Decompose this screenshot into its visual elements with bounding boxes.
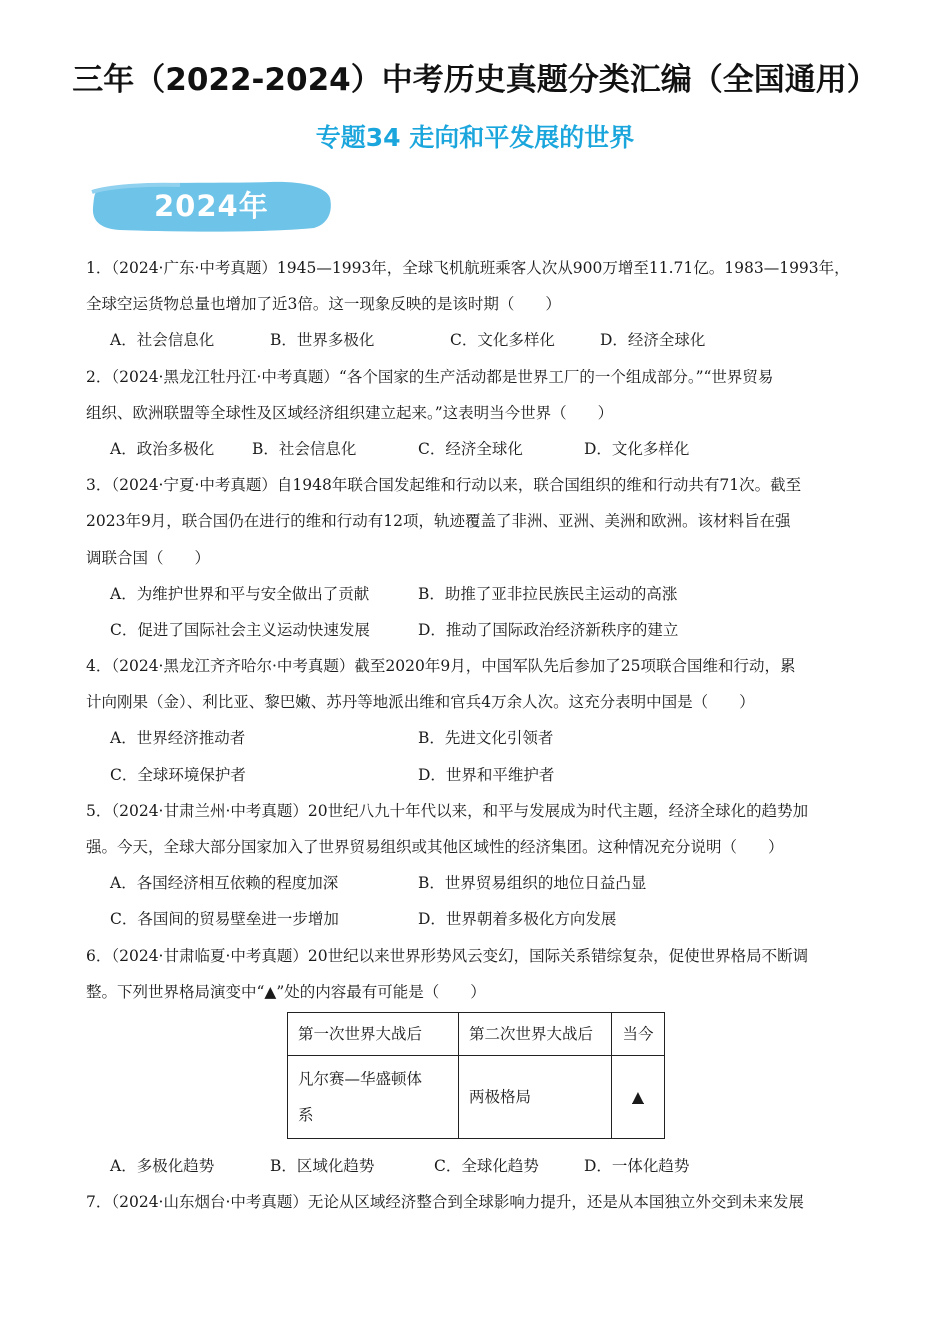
option-c[interactable]: C．全球化趋势 <box>434 1156 539 1175</box>
option-group <box>86 865 866 901</box>
table-header-cell: 第一次世界大战后 <box>288 1012 459 1055</box>
question-1 <box>86 250 866 359</box>
table-header-row <box>288 1012 665 1055</box>
option-a[interactable]: A．多极化趋势 <box>110 1156 215 1175</box>
option-b[interactable]: B．区域化趋势 <box>270 1156 375 1175</box>
question-text-line: 4．（2024·黑龙江齐齐哈尔·中考真题）截至2020年9月，中国军队先后参加了25项联合国维和行动，累 <box>86 657 796 676</box>
world-pattern-table <box>287 1012 665 1139</box>
page-title: 三年（2022-2024）中考历史真题分类汇编（全国通用） <box>72 62 878 98</box>
table-header-cell: 当今 <box>612 1012 665 1055</box>
table-container <box>86 1010 866 1148</box>
option-group <box>86 431 866 467</box>
option-a[interactable]: A．世界经济推动者 <box>110 729 246 748</box>
question-text-line: 强。今天，全球大部分国家加入了世界贸易组织或其他区域性的经济集团。这种情况充分说明（ ） <box>86 838 784 856</box>
option-b[interactable]: B．世界多极化 <box>270 331 375 350</box>
table-cell-line: 系 <box>298 1105 314 1124</box>
option-group <box>86 1148 866 1184</box>
question-text-line: 整。下列世界格局演变中“▲”处的内容最有可能是（ ） <box>86 982 486 1001</box>
table-row <box>288 1055 665 1138</box>
option-c[interactable]: C．促进了国际社会主义运动快速发展 <box>110 620 370 639</box>
question-6 <box>86 938 866 1185</box>
option-b[interactable]: B．世界贸易组织的地位日益凸显 <box>418 874 647 893</box>
question-5 <box>86 793 866 938</box>
option-b[interactable]: B．助推了亚非拉民族民主运动的高涨 <box>418 584 678 603</box>
question-list <box>86 250 866 1220</box>
table-cell <box>612 1055 665 1138</box>
year-badge-label: 2024年 <box>154 189 269 223</box>
question-4 <box>86 648 866 793</box>
option-group <box>86 720 866 756</box>
question-7 <box>86 1184 866 1220</box>
question-text-line: 2023年9月，联合国仍在进行的维和行动有12项，轨迹覆盖了非洲、亚洲、美洲和欧洲。该材料旨在强 <box>86 512 791 531</box>
option-d[interactable]: D．推动了国际政治经济新秩序的建立 <box>418 620 679 639</box>
question-text-line: 2．（2024·黑龙江牡丹江·中考真题）“各个国家的生产活动都是世界工厂的一个组成部分。”“世界贸易 <box>86 367 774 386</box>
option-d[interactable]: D．世界朝着多极化方向发展 <box>418 910 617 929</box>
question-text-line: 6．（2024·甘肃临夏·中考真题）20世纪以来世界形势风云变幻，国际关系错综复杂，促使世界格局不断调 <box>86 946 809 965</box>
option-d[interactable]: D．世界和平维护者 <box>418 765 555 784</box>
question-text-line: 调联合国（ ） <box>86 548 211 567</box>
question-text-line: 5．（2024·甘肃兰州·中考真题）20世纪八九十年代以来，和平与发展成为时代主题，经济全球化的趋势加 <box>86 801 809 820</box>
option-group <box>86 322 866 358</box>
question-text-line: 7．（2024·山东烟台·中考真题）无论从区域经济整合到全球影响力提升，还是从本国独立外交到未来发展 <box>86 1193 804 1212</box>
question-text-line: 全球空运货物总量也增加了近3倍。这一现象反映的是该时期（ ） <box>86 295 561 314</box>
table-cell-line: 凡尔赛—华盛顿体 <box>298 1069 423 1088</box>
option-c[interactable]: C．文化多样化 <box>450 331 555 350</box>
question-2 <box>86 359 866 468</box>
option-d[interactable]: D．经济全球化 <box>600 331 706 350</box>
option-a[interactable]: A．政治多极化 <box>110 439 215 458</box>
option-c[interactable]: C．各国间的贸易壁垒进一步增加 <box>110 910 339 929</box>
option-c[interactable]: C．全球环境保护者 <box>110 765 246 784</box>
option-group <box>86 576 866 612</box>
question-3 <box>86 467 866 648</box>
option-group <box>86 901 866 937</box>
question-text-line: 1．（2024·广东·中考真题）1945—1993年，全球飞机航班乘客人次从900万增至11.71亿。1983—1993年， <box>86 259 850 277</box>
table-cell <box>288 1055 459 1138</box>
option-a[interactable]: A．各国经济相互依赖的程度加深 <box>110 874 339 893</box>
topic-subtitle: 专题34 走向和平发展的世界 <box>315 123 635 152</box>
option-d[interactable]: D．一体化趋势 <box>584 1156 690 1175</box>
year-badge <box>90 178 332 234</box>
triangle-marker: ▲ <box>632 1087 644 1106</box>
table-cell: 两极格局 <box>459 1055 612 1138</box>
option-a[interactable]: A．为维护世界和平与安全做出了贡献 <box>110 584 370 603</box>
option-d[interactable]: D．文化多样化 <box>584 439 690 458</box>
question-text-line: 组织、欧洲联盟等全球性及区域经济组织建立起来。”这表明当今世界（ ） <box>86 403 614 422</box>
option-group <box>86 757 866 793</box>
question-text-line: 计向刚果（金）、利比亚、黎巴嫩、苏丹等地派出维和官兵4万余人次。这充分表明中国是（ ） <box>86 693 755 712</box>
option-group <box>86 612 866 648</box>
table-header-cell: 第二次世界大战后 <box>459 1012 612 1055</box>
option-c[interactable]: C．经济全球化 <box>418 439 523 458</box>
question-text-line: 3．（2024·宁夏·中考真题）自1948年联合国发起维和行动以来，联合国组织的维和行动共有71次。截至 <box>86 476 802 495</box>
option-a[interactable]: A．社会信息化 <box>110 331 215 350</box>
option-b[interactable]: B．先进文化引领者 <box>418 729 554 748</box>
option-b[interactable]: B．社会信息化 <box>252 439 357 458</box>
